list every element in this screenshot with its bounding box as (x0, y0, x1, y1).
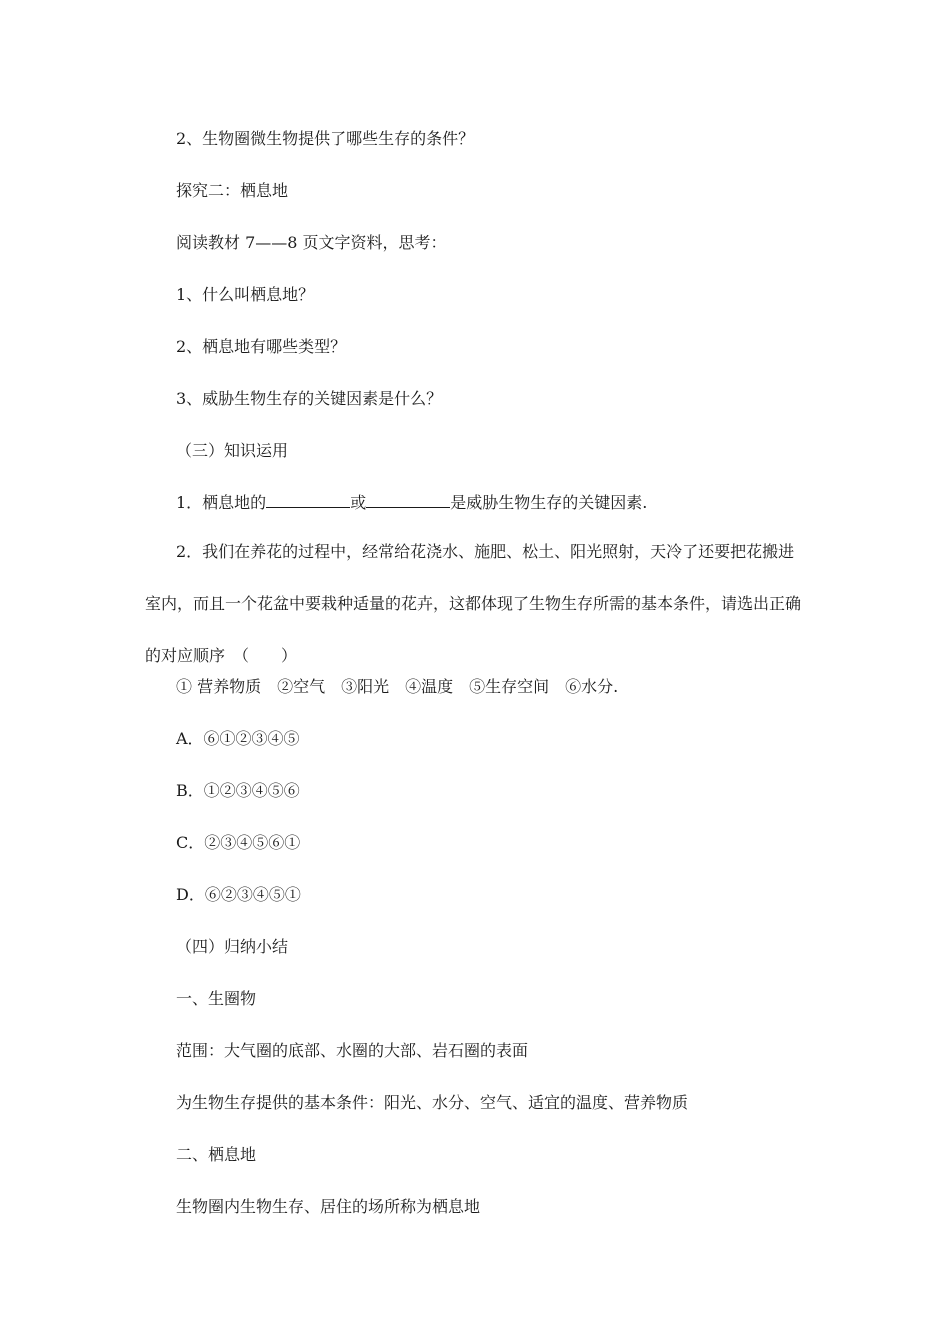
reading-instruction: 阅读教材 7——8 页文字资料，思考： (176, 233, 447, 252)
answer-blank-two[interactable] (366, 493, 450, 508)
summary-biosphere-range: 范围：大气圈的底部、水圈的大部、岩石圈的表面 (176, 1041, 529, 1060)
explore-two-heading: 探究二：栖息地 (176, 181, 289, 200)
answer-blank-one[interactable] (266, 493, 350, 508)
question-key-threat: 3、威胁生物生存的关键因素是什么？ (176, 389, 443, 408)
exercise-one-text-end: 是威胁生物生存的关键因素. (450, 493, 648, 512)
exercise-two-items: ① 营养物质 ②空气 ③阳光 ④温度 ⑤生存空间 ⑥水分. (176, 677, 619, 696)
exercise-one-text-start: 1．栖息地的 (176, 493, 267, 512)
option-b: B．①②③④⑤⑥ (176, 781, 300, 800)
exercise-two-question: 2．我们在养花的过程中，经常给花浇水、施肥、松土、阳光照射，天冷了还要把花搬进室内，而且一个花盆中要栽种适量的花卉，这都体现了生物生存所需的基本条件，请选出正确的对应顺序 （ ） (145, 542, 802, 665)
section-summary-heading: （四）归纳小结 (176, 937, 289, 956)
section-knowledge-application-heading: （三）知识运用 (176, 441, 289, 460)
option-a: A．⑥①②③④⑤ (176, 729, 300, 748)
summary-habitat-heading: 二、栖息地 (176, 1145, 257, 1164)
option-c: C．②③④⑤⑥① (176, 833, 301, 852)
exercise-one-text-middle: 或 (350, 493, 367, 512)
summary-biosphere-heading: 一、生圈物 (176, 989, 257, 1008)
question-habitat-types: 2、栖息地有哪些类型？ (176, 337, 347, 356)
question-what-is-habitat: 1、什么叫栖息地？ (176, 285, 315, 304)
exercise-one-fill-in (176, 493, 647, 513)
option-d: D．⑥②③④⑤① (176, 885, 301, 904)
summary-habitat-definition: 生物圈内生物生存、居住的场所称为栖息地 (176, 1197, 481, 1216)
question-microbe-conditions: 2、生物圈微生物提供了哪些生存的条件？ (176, 129, 475, 148)
summary-biosphere-conditions: 为生物生存提供的基本条件：阳光、水分、空气、适宜的温度、营养物质 (176, 1093, 689, 1112)
